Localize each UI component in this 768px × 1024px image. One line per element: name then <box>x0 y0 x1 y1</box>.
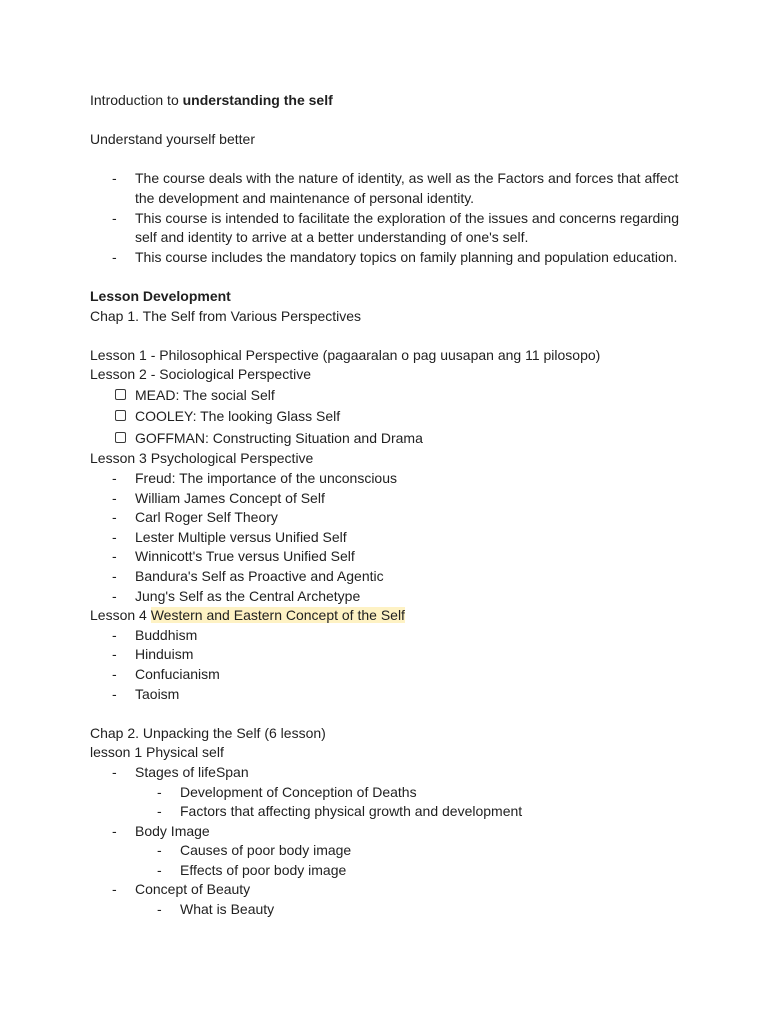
document-page <box>90 91 690 920</box>
lesson-title: Lesson 1 - Philosophical Perspective (pagaaralan o pag uusapan ang 11 pilosopo) <box>90 346 601 363</box>
list-item: - Buddhism <box>112 626 198 643</box>
list-item: - Taoism <box>112 685 180 702</box>
subtitle: Understand yourself better <box>90 131 255 148</box>
checklist-item[interactable]: COOLEY: The looking Glass Self <box>90 406 690 428</box>
list-item: - Hinduism <box>112 646 194 663</box>
philosophy-list <box>90 626 690 704</box>
chapter-title: Chap 1. The Self from Various Perspectives <box>90 307 362 324</box>
sub-list-item: - Factors that affecting physical growth and development <box>157 803 523 820</box>
checklist-item[interactable]: GOFFMAN: Constructing Situation and Drama <box>90 428 690 450</box>
lesson-title: Lesson 2 - Sociological Perspective <box>90 366 312 383</box>
course-points-list <box>90 169 690 267</box>
checkbox[interactable] <box>115 389 126 400</box>
lesson-title: lesson 1 Physical self <box>90 744 224 761</box>
sub-list-item: - Effects of poor body image <box>157 861 347 878</box>
section-heading: Lesson Development <box>90 287 231 304</box>
chapter-title: Chap 2. Unpacking the Self (6 lesson) <box>90 724 326 741</box>
list-item: - Jung's Self as the Central Archetype <box>112 587 361 604</box>
list-item: - This course includes the mandatory topics on family planning and population education. <box>112 248 678 265</box>
title-bold: understanding the self <box>182 92 333 108</box>
checklist <box>90 385 690 450</box>
list-item: - Body Image <box>112 822 210 839</box>
checkbox[interactable] <box>115 432 126 443</box>
list-item: - Freud: The importance of the unconscious <box>112 470 398 486</box>
physical-self-list <box>90 763 690 920</box>
list-item: - The course deals with the nature of identity, as well as the Factors and forces that affect the development and maintenance of personal identity. <box>112 170 679 206</box>
sub-list-item: - Causes of poor body image <box>157 842 352 859</box>
list-item: - Stages of lifeSpan <box>112 763 249 780</box>
psych-list <box>90 469 690 606</box>
document-title <box>90 91 690 111</box>
list-item: - Confucianism <box>112 665 220 682</box>
checklist-item[interactable]: MEAD: The social Self <box>90 385 690 407</box>
highlighted-text: Western and Eastern Concept of the Self <box>150 607 405 624</box>
list-item: - William James Concept of Self <box>112 489 325 506</box>
list-item: - Concept of Beauty <box>112 881 251 898</box>
list-item: - Lester Multiple versus Unified Self <box>112 528 347 545</box>
list-item: - Carl Roger Self Theory <box>112 509 278 526</box>
sub-list-item: - What is Beauty <box>157 901 275 918</box>
list-item: - Bandura's Self as Proactive and Agentic <box>112 567 384 584</box>
sub-list-item: - Development of Conception of Deaths <box>157 783 417 800</box>
title-prefix: Introduction to <box>90 92 183 108</box>
lesson-title: Lesson 3 Psychological Perspective <box>90 450 314 467</box>
lesson-title: Lesson 4 Western and Eastern Concept of the Self <box>90 607 405 624</box>
list-item: - This course is intended to facilitate the exploration of the issues and concerns regarding self and identity to arrive at a better understanding of one's self. <box>112 209 679 246</box>
checkbox[interactable] <box>115 410 126 421</box>
list-item: - Winnicott's True versus Unified Self <box>112 548 355 565</box>
